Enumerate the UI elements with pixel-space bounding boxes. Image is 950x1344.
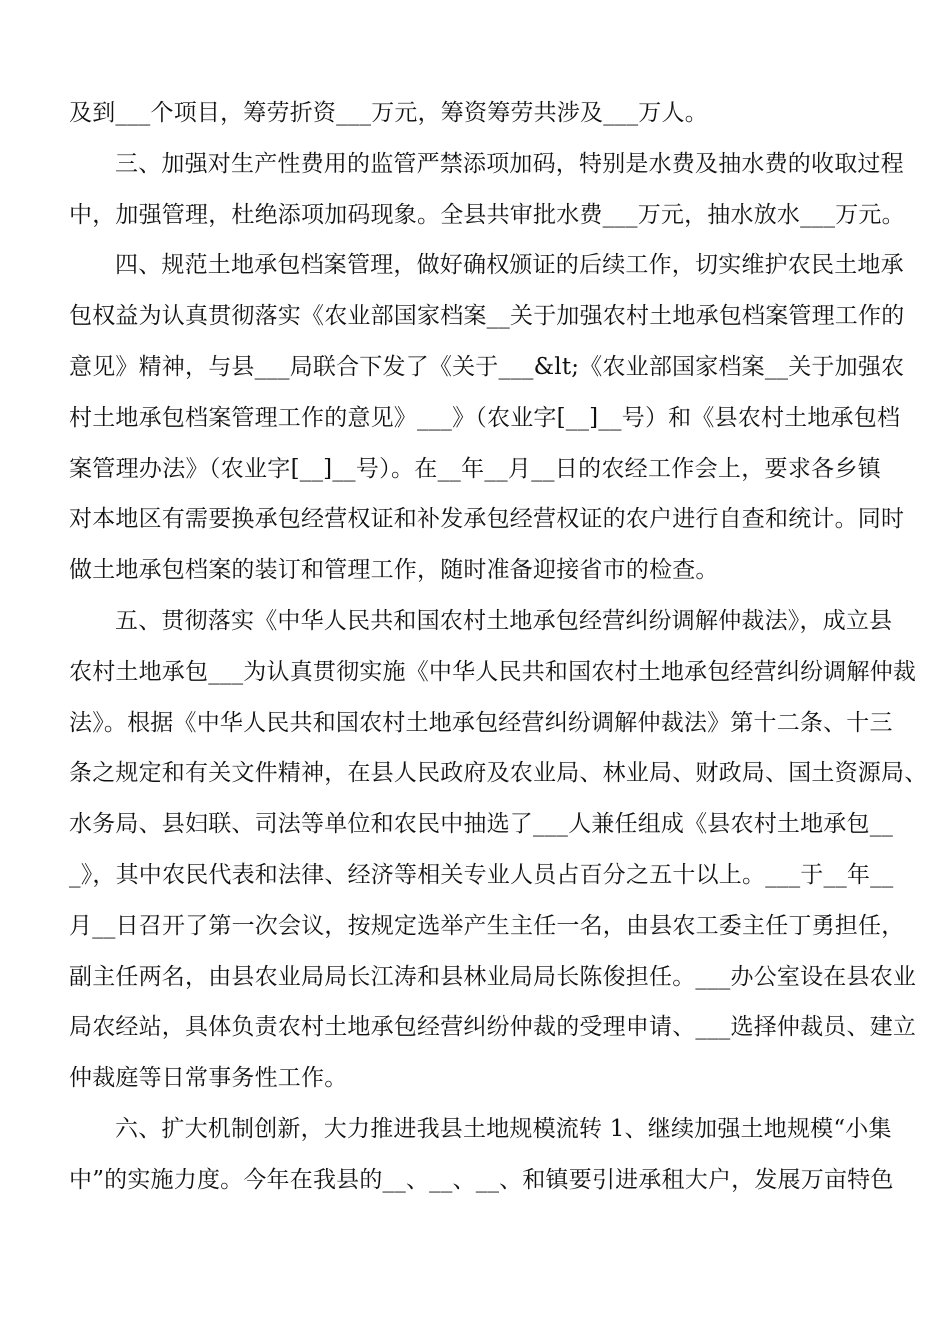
paragraph-3-start: 三、加强对生产性费用的监管严禁添项加码，特别是水费及抽水费的收取过程 (115, 150, 904, 177)
document-body (69, 92, 928, 1210)
paragraph-5-start: 五、贯彻落实《中华人民共和国农村土地承包经营纠纷调解仲裁法》，成立县 (115, 607, 893, 634)
text-line: _》，其中农民代表和法律、经济等相关专业人员占百分之五十以上。___于__年__ (69, 861, 894, 888)
text-line: 案管理办法》（农业字[__]__号）。在__年__月__日的农经工作会上，要求各乡镇 (69, 455, 881, 482)
text-line: 条之规定和有关文件精神，在县人民政府及农业局、林业局、财政局、国土资源局、 (69, 760, 928, 787)
text-line: 副主任两名，由县农业局局长江涛和县林业局局长陈俊担任。___办公室设在县农业 (69, 963, 917, 990)
text-line: 包权益为认真贯彻落实《农业部国家档案__关于加强农村土地承包档案管理工作的 (69, 303, 905, 330)
text-line: 中”的实施力度。今年在我县的__、__、__、和镇要引进承租大户，发展万亩特色 (69, 1166, 894, 1193)
text-line: 意见》精神，与县___局联合下发了《关于___&lt;《农业部国家档案__关于加强农 (69, 353, 905, 380)
text-line: 及到___个项目，筹劳折资___万元，筹资筹劳共涉及___万人。 (69, 100, 708, 126)
text-line: 对本地区有需要换承包经营权证和补发承包经营权证的农户进行自查和统计。同时 (69, 506, 905, 533)
text-line: 水务局、县妇联、司法等单位和农民中抽选了___人兼任组成《县农村土地承包__ (69, 811, 894, 838)
text-line: 局农经站，具体负责农村土地承包经营纠纷仲裁的受理申请、___选择仲裁员、建立 (69, 1014, 917, 1041)
text-line: 月__日召开了第一次会议，按规定选举产生主任一名，由县农工委主任丁勇担任， (69, 912, 905, 939)
text-line: 农村土地承包___为认真贯彻实施《中华人民共和国农村土地承包经营纠纷调解仲裁 (69, 658, 917, 685)
text-line: 村土地承包档案管理工作的意见》___》（农业字[__]__号）和《县农村土地承包档 (69, 404, 901, 431)
text-line: 法》。根据《中华人民共和国农村土地承包经营纠纷调解仲裁法》第十二条、十三 (69, 709, 893, 736)
paragraph-6-start: 六、扩大机制创新，大力推进我县土地规模流转 1、继续加强土地规模“小集 (115, 1115, 892, 1142)
text-line: 做土地承包档案的装订和管理工作，随时准备迎接省市的检查。 (69, 557, 719, 584)
text-line: 仲裁庭等日常事务性工作。 (69, 1065, 348, 1092)
text-line: 中，加强管理，杜绝添项加码现象。全县共审批水费___万元，抽水放水___万元。 (69, 201, 905, 228)
paragraph-4-start: 四、规范土地承包档案管理，做好确权颁证的后续工作，切实维护农民土地承 (115, 252, 904, 279)
